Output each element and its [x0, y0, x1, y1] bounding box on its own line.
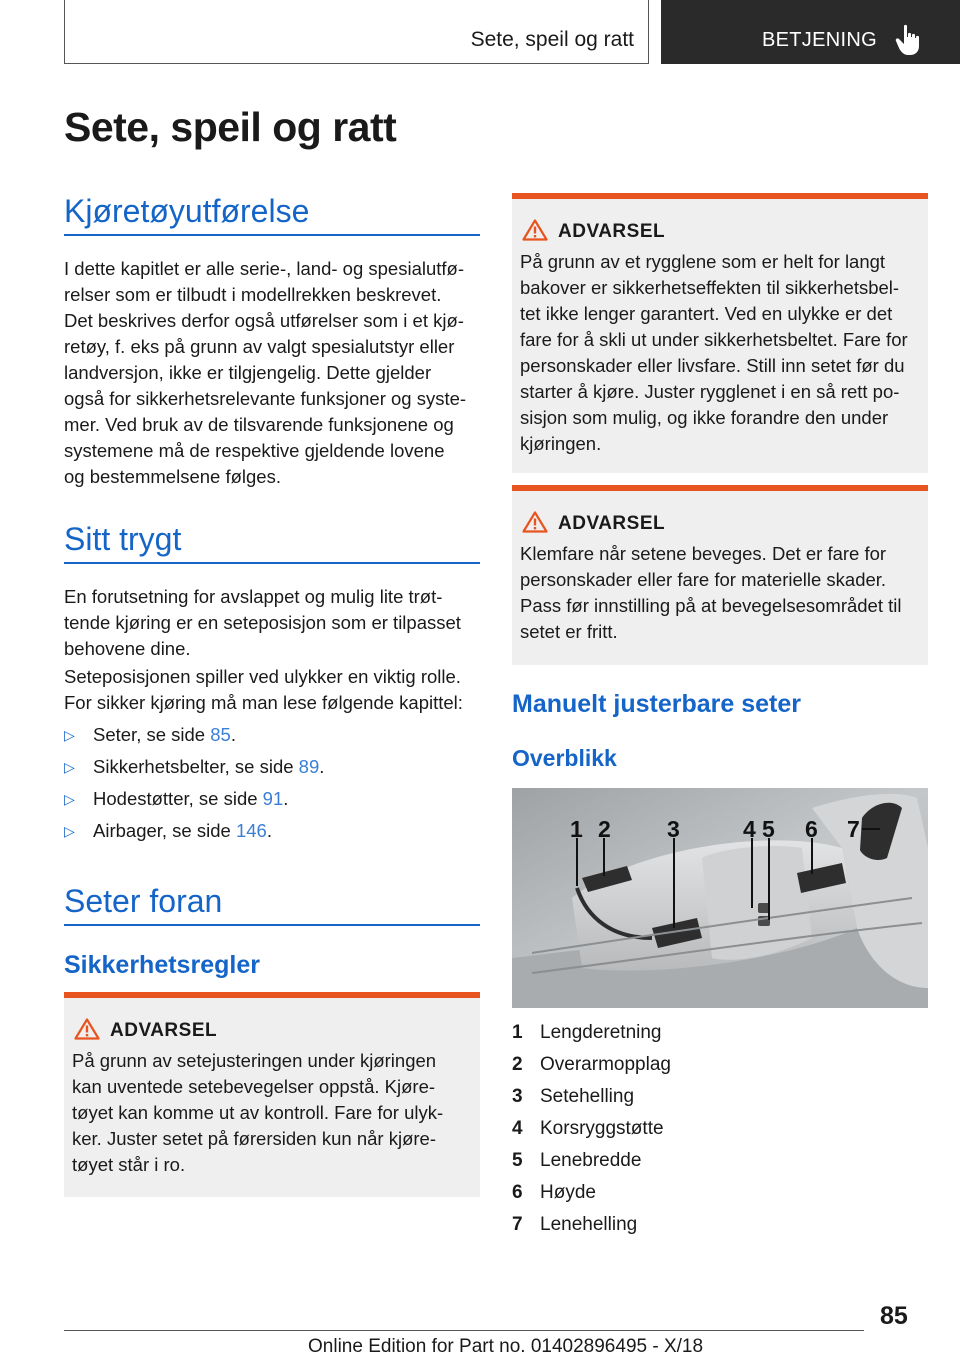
chapter-reference-list — [64, 722, 484, 850]
footer-edition: Online Edition for Part no. 01402896495 - X/18 — [308, 1336, 704, 1357]
triangle-bullet-icon: ▷ — [64, 823, 75, 839]
legend-row — [512, 1084, 912, 1116]
warning-triangle-icon — [74, 1018, 100, 1040]
text-line: Seteposisjonen spiller ved ulykker en viktig rolle. — [64, 666, 461, 687]
list-item-text: Hodestøtter, se side — [93, 788, 263, 809]
legend-label: Lengderetning — [540, 1022, 662, 1043]
text-line: relser som er tilbudt i modellrekken beskrevet. — [64, 284, 442, 305]
text-line: For sikker kjøring må man lese følgende kapittel: — [64, 692, 463, 713]
text-line: personskader eller fare for materielle skader. — [520, 569, 887, 590]
text-line: bakover er sikkerhetseffekten til sikkerhetsbel- — [520, 277, 900, 298]
punctuation: . — [283, 788, 289, 809]
warning-title: ADVARSEL — [110, 1020, 218, 1041]
text-line: også for sikkerhetsrelevante funksjoner og syste- — [64, 388, 467, 409]
text-line: kjøringen. — [520, 433, 602, 454]
text-line: På grunn av setejusteringen under kjøringen — [72, 1050, 437, 1071]
legend-number: 4 — [512, 1118, 523, 1139]
heading-manuelt-justerbare-seter: Manuelt justerbare seter — [512, 690, 801, 718]
pointing-hand-icon — [895, 24, 921, 56]
text-line: Pass før innstilling på at bevegelsesområdet til — [520, 595, 902, 616]
legend-row — [512, 1020, 912, 1052]
legend-label: Korsryggstøtte — [540, 1118, 664, 1139]
page-link[interactable]: 91 — [262, 788, 284, 809]
triangle-bullet-icon: ▷ — [64, 759, 75, 775]
heading-sikkerhetsregler: Sikkerhetsregler — [64, 951, 260, 979]
heading-sitt-trygt: Sitt trygt — [64, 521, 182, 557]
legend-label: Overarmopplag — [540, 1054, 671, 1075]
legend-label: Lenebredde — [540, 1150, 642, 1171]
legend-number: 2 — [512, 1054, 523, 1075]
text-line: systemene må de respektive gjeldende lovene — [64, 440, 445, 461]
callout-label: 5 — [762, 816, 775, 842]
header-chapter-box — [661, 0, 960, 64]
page-link[interactable]: 146 — [235, 820, 267, 841]
warning-triangle-icon — [522, 219, 548, 241]
legend-label: Høyde — [540, 1182, 596, 1203]
punctuation: . — [319, 756, 325, 777]
legend-label: Setehelling — [540, 1086, 635, 1107]
legend-number: 5 — [512, 1150, 523, 1171]
legend-row — [512, 1052, 912, 1084]
warning-box — [512, 485, 928, 665]
legend-row — [512, 1212, 912, 1244]
list-item-text: Sikkerhetsbelter, se side — [93, 756, 299, 777]
legend-label: Lenehelling — [540, 1214, 638, 1235]
callout-legend — [512, 1020, 912, 1244]
text-line: tende kjøring er en seteposisjon som er tilpasset — [64, 612, 461, 633]
text-line: tøyet kan komme ut av kontroll. Fare for ulyk- — [72, 1102, 444, 1123]
callout-label: 6 — [805, 816, 818, 842]
list-item — [64, 818, 484, 850]
text-line: tøyet står i ro. — [72, 1154, 186, 1175]
callout-label: 1 — [570, 816, 583, 842]
heading-rule — [64, 234, 480, 236]
text-line: og bestemmelsene følges. — [64, 466, 281, 487]
text-line: fare for å skli ut under sikkerhetsbeltet. Fare for — [520, 329, 908, 350]
text-line: Det beskrives derfor også utførelser som i et kjø- — [64, 310, 464, 331]
legend-number: 3 — [512, 1086, 523, 1107]
legend-row — [512, 1180, 912, 1212]
callout-label: 2 — [598, 816, 611, 842]
text-line: mer. Ved bruk av de tilsvarende funksjonene og — [64, 414, 454, 435]
warning-text — [520, 541, 918, 645]
text-line: landversjon, ikke er tilgjengelig. Dette gjelder — [64, 362, 432, 383]
legend-row — [512, 1148, 912, 1180]
callout-label: 7 — [847, 816, 860, 842]
text-line: retøy, f. eks på grunn av valgt spesialutstyr eller — [64, 336, 455, 357]
page-number: 85 — [880, 1302, 908, 1330]
triangle-bullet-icon: ▷ — [64, 727, 75, 743]
list-item — [64, 786, 484, 818]
page-title: Sete, speil og ratt — [64, 104, 397, 150]
text-line: setet er fritt. — [520, 621, 618, 642]
callout-label: 3 — [667, 816, 680, 842]
warning-triangle-icon — [522, 511, 548, 533]
text-line: personskader eller livsfare. Still inn setet før du — [520, 355, 905, 376]
list-item — [64, 722, 484, 754]
text-line: En forutsetning for avslappet og mulig lite trøt- — [64, 586, 443, 607]
warning-text — [72, 1048, 470, 1178]
text-line: I dette kapitlet er alle serie-, land- og spesialutfø- — [64, 258, 464, 279]
paragraph-sitt-trygt-2 — [64, 664, 484, 716]
legend-number: 6 — [512, 1182, 523, 1203]
punctuation: . — [230, 724, 236, 745]
seat-controls-photo — [512, 788, 928, 1008]
page-link[interactable]: 89 — [298, 756, 320, 777]
heading-kjoretoyutforelse: Kjøretøyutførelse — [64, 193, 310, 229]
punctuation: . — [266, 820, 272, 841]
warning-title: ADVARSEL — [558, 513, 666, 534]
legend-number: 7 — [512, 1214, 523, 1235]
text-line: Klemfare når setene beveges. Det er fare for — [520, 543, 887, 564]
header-section-box — [64, 0, 649, 64]
text-line: kan uventede setebevegelser oppstå. Kjøre- — [72, 1076, 436, 1097]
legend-row — [512, 1116, 912, 1148]
legend-number: 1 — [512, 1022, 523, 1043]
text-line: starter å kjøre. Juster rygglenet i en så rett po- — [520, 381, 900, 402]
text-line: behovene dine. — [64, 638, 191, 659]
heading-rule — [64, 924, 480, 926]
heading-overblikk: Overblikk — [512, 745, 617, 771]
list-item — [64, 754, 484, 786]
warning-box — [512, 193, 928, 473]
warning-box — [64, 992, 480, 1197]
warning-text — [520, 249, 918, 457]
text-line: sisjon som mulig, og ikke forandre den under — [520, 407, 889, 428]
heading-rule — [64, 562, 480, 564]
text-line: På grunn av et rygglene som er helt for langt — [520, 251, 886, 272]
text-line: tet ikke lenger garantert. Ved en ulykke er det — [520, 303, 893, 324]
triangle-bullet-icon: ▷ — [64, 791, 75, 807]
paragraph-sitt-trygt-1 — [64, 584, 484, 662]
page-link[interactable]: 85 — [210, 724, 231, 745]
header-section-title: Sete, speil og ratt — [470, 28, 634, 51]
header-chapter-title: BETJENING — [762, 29, 877, 51]
warning-title: ADVARSEL — [558, 221, 666, 242]
list-item-text: Airbager, se side — [93, 820, 236, 841]
text-line: ker. Juster setet på førersiden kun når kjøre- — [72, 1128, 436, 1149]
paragraph-kjoretoyutforelse — [64, 256, 484, 490]
heading-seter-foran: Seter foran — [64, 883, 223, 919]
footer-rule — [64, 1330, 864, 1331]
list-item-text: Seter, se side — [93, 724, 211, 745]
callout-label: 4 — [743, 816, 756, 842]
